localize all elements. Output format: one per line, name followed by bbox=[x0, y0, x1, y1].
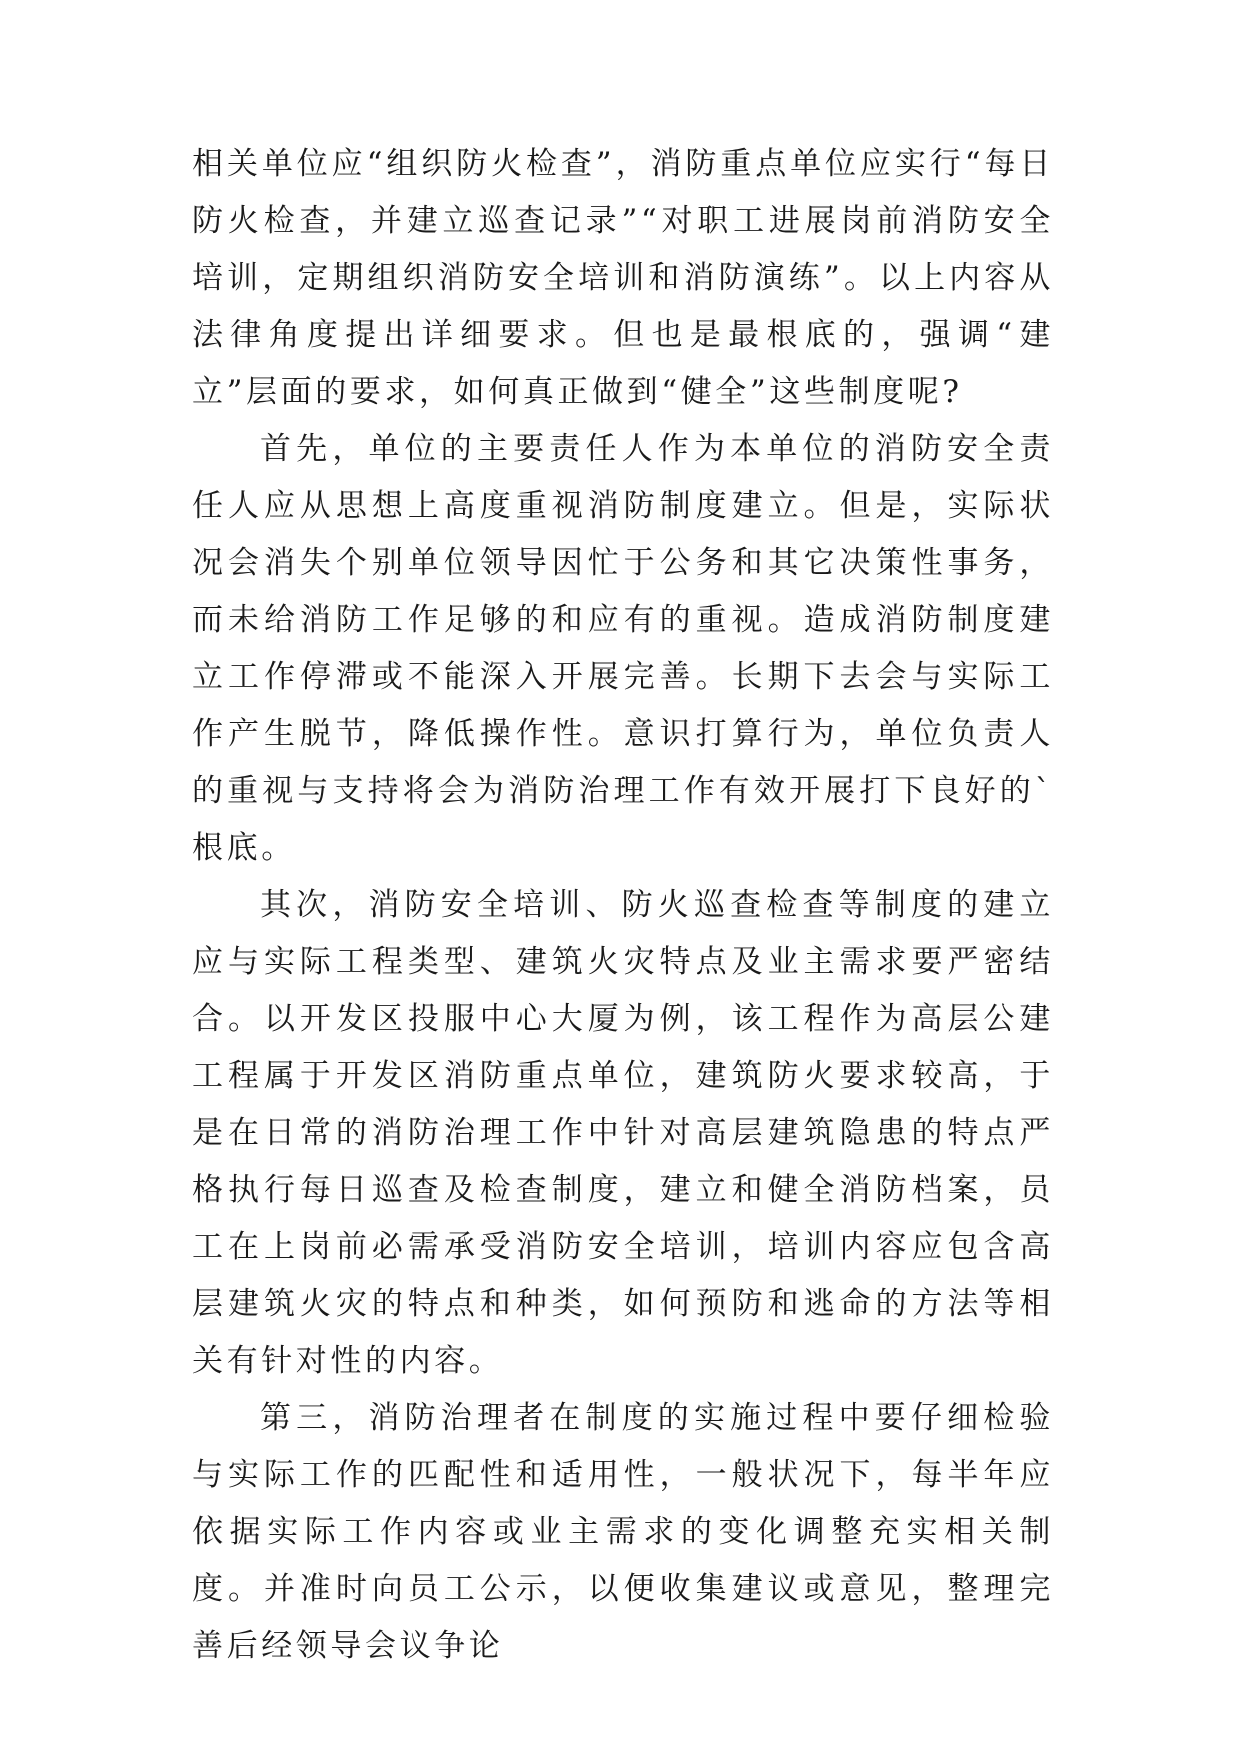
paragraph-first-point: 首先，单位的主要责任人作为本单位的消防安全责任人应从思想上高度重视消防制度建立。但是，实际状况会消失个别单位领导因忙于公务和其它决策性事务，而未给消防工作足够的和应有的重视。造成消防制度建立工作停滞或不能深入开展完善。长期下去会与实际工作产生脱节，降低操作性。意识打算行为，单位负责人的重视与支持将会为消防治理工作有效开展打下良好的`根底。 bbox=[192, 431, 1054, 866]
paragraph-second-point: 其次，消防安全培训、防火巡查检查等制度的建立应与实际工程类型、建筑火灾特点及业主需求要严密结合。以开发区投服中心大厦为例，该工程作为高层公建工程属于开发区消防重点单位，建筑防火要求较高，于是在日常的消防治理工作中针对高层建筑隐患的特点严格执行每日巡查及检查制度，建立和健全消防档案，员工在上岗前必需承受消防安全培训，培训内容应包含高层建筑火灾的特点和种类，如何预防和逃命的方法等相关有针对性的内容。 bbox=[192, 887, 1054, 1379]
document-body bbox=[192, 136, 1054, 1675]
paragraph-continuation: 相关单位应“组织防火检查”，消防重点单位应实行“每日防火检查，并建立巡查记录”“对职工进展岗前消防安全培训，定期组织消防安全培训和消防演练”。以上内容从法律角度提出详细要求。但也是最根底的，强调“建立”层面的要求，如何真正做到“健全”这些制度呢? bbox=[192, 146, 1054, 410]
paragraph-third-point: 第三，消防治理者在制度的实施过程中要仔细检验与实际工作的匹配性和适用性，一般状况下，每半年应依据实际工作内容或业主需求的变化调整充实相关制度。并准时向员工公示，以便收集建议或意见，整理完善后经领导会议争论 bbox=[192, 1400, 1054, 1664]
